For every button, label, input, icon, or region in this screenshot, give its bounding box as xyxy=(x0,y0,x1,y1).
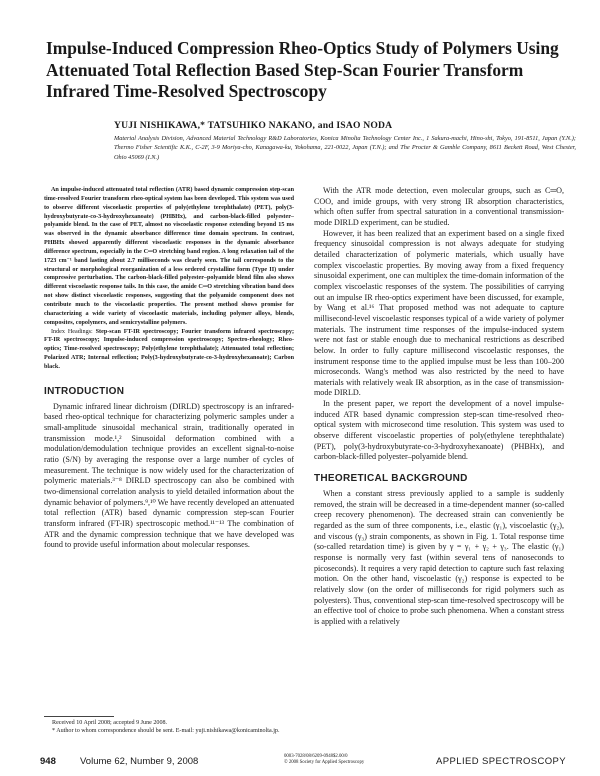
right-paragraph-3: In the present paper, we report the development of a novel impulse-induced ATR based dynamic compression step-scan time-resolved rheo-optical system with microsecond time resolution. This system was used to observe different viscoelastic properties of poly(ethylene terephthalate) (PET), poly(3-hydroxybutyrate-co-3-hydroxyhexanoate) (PHBHx), and carbon-black-filled polyester–polyamide blend. xyxy=(314,399,564,462)
section-heading-theoretical-background: THEORETICAL BACKGROUND xyxy=(314,473,468,485)
copyright-line: © 2008 Society for Applied Spectroscopy xyxy=(284,760,365,765)
page-number: 948 xyxy=(40,756,56,767)
author-list: YUJI NISHIKAWA,* TATSUHIKO NAKANO, and ISAO NODA xyxy=(114,120,393,131)
issn-code: 0003-7028/08/6209-0948$2.00/0 xyxy=(284,754,348,759)
journal-name: APPLIED SPECTROSCOPY xyxy=(436,756,566,767)
footnote-rule xyxy=(44,716,114,717)
page-footer xyxy=(40,756,566,770)
received-date-note: Received 10 April 2008; accepted 9 June 2008. xyxy=(52,720,168,726)
footnotes xyxy=(44,720,294,735)
section-heading-introduction: INTRODUCTION xyxy=(44,385,125,397)
right-paragraph-1: With the ATR mode detection, even molecular groups, such as C═O, COO, and imide groups, with very strong IR absorption characteristics, which often suffer from spectral saturation in a conventional transmission-mode DIRLD experiment, can be studied. xyxy=(314,186,564,227)
index-headings xyxy=(44,328,294,372)
corresponding-author-note: * Author to whom correspondence should be sent. E-mail: yuji.nishikawa@konicaminolta.jp. xyxy=(52,727,280,734)
right-column xyxy=(314,186,564,628)
abstract: An impulse-induced attenuated total reflection (ATR) based dynamic compression step-scan time-resolved Fourier transform rheo-optical system has been developed. This system was used to observe different viscoelastic properties of poly(ethylene terephthalate) (PET), poly(3-hydroxybutyrate-co-3-hydroxyhexanoate) (PHBHx), and carbon-black-filled polyester–polyamide blend. In the case of PET, almost no viscoelastic response extending beyond 15 ms was observed in the dynamic absorbance difference time domain spectrum. In contrast, PHBHx showed apparently different viscoelastic responses in the dynamic absorbance difference spectrum, especially in the C═O stretching band region. A long relaxation tail of the 1723 cm⁻¹ band lasting about 2.7 milliseconds was clearly seen. The tail corresponds to the structural or morphological reorganization of a less ordered crystalline form (Type II) under compressive perturbation. The carbon-black-filled polyester–polyamide blend film also shows different viscoelastic response tails. In this case, the amide C═O stretching vibration band does not show distinct viscoelastic responses, suggesting that the polyamide component does not contribute much to the viscoelastic properties. The present method shows promise for characterizing a wide variety of viscoelastic materials, including polymer alloys, blends, composites, copolymers, and semicrystalline polymers. xyxy=(44,187,294,326)
volume-info: Volume 62, Number 9, 2008 xyxy=(80,756,199,767)
intro-paragraph-1: Dynamic infrared linear dichroism (DIRLD) spectroscopy is an infrared-based rheo-optical technique for characterizing polymeric samples under a small-amplitude sinusoidal mechanical strain, traditionally operated in transmission mode.¹,² Sinusoidal deformation combined with a modulation/demodulation technique provides an excellent signal-to-noise ratio (S/N) by averaging the response over a large number of cycles of measurement. The technique is now widely used for the characterization of polymeric materials.³⁻⁸ DIRLD spectroscopy can also be combined with two-dimensional correlation analysis to yield detailed information about the dynamic behavior of polymers.⁹,¹⁰ We have recently developed an attenuated total reflection (ATR) based dynamic compression step-scan Fourier transform infrared (FT-IR) spectroscopic method.¹¹⁻¹³ The combination of ATR and the dynamic compression technique that we have developed was found to provide useful information about molecular responses. xyxy=(44,401,294,550)
right-paragraph-2: However, it has been realized that an experiment based on a single fixed frequency sinusoidal compression is not always adequate for studying detailed characterization of polymeric materials, which usually have complex viscoelastic properties. By moving away from a fixed frequency sinusoidal experiment, one can multiplex the time-domain information of the complex viscoelastic responses of the system. The possibilities of carrying out an impulse IR rheo-optics experiment have been discussed, for example, by Wang et al.¹⁶ That proposed method was not adequate to capture millisecond-level viscoelastic responses typical of a wide variety of polymer materials. The instrument time responses of the impulse-induced system were not fast or stable enough due to mechanical restrictions as described below. In order to fully capture millisecond viscoelastic responses, the instrument response time to the applied impulse must be less than 100–200 microseconds. Wang's method was also restricted by the need to have materials with relatively weak IR absorption, as in the case of transmission-mode DIRLD. xyxy=(314,228,564,398)
index-headings-terms: Step-scan FT-IR spectroscopy; Fourier transform infrared spectroscopy; FT-IR spectroscopy; Impulse-induced compression spectroscopy; Spectro-rheology; Rheo-optics; Time-resolved spectroscopy; Poly(ethylene terephthalate); Attenuated total reflection; Polarized ATR; Internal reflection; Poly(3-hydroxybutyrate-co-3-hydroxyhexanoate); Carbon black. xyxy=(44,328,294,370)
left-column xyxy=(44,186,294,551)
copyright-block xyxy=(284,754,364,766)
index-headings-label: Index Headings: xyxy=(51,328,93,335)
right-paragraph-4: When a constant stress previously applied to a sample is suddenly removed, the strain will be decreased in a time-dependent manner (so-called creep recovery phenomenon). The decreased strain can conveniently be regarded as the sum of three components, i.e., elastic (γ₁), viscoelastic (γ₂), and viscous (γ₃) strain components, as shown in Fig. 1. Total response time (so-called retardation time) is given by γ = γ₁ + γ₂ + γ₃. The elastic (γ₁) response is normally very fast (within several tens of nanoseconds to picoseconds). It requires a very rapid detection to capture such fast relaxing motion. On the other hand, viscoelastic (γ₂) response is expected to be relatively slow (on the order of milliseconds for rigid polymers such as polyesters). Thus, conventional step-scan time-resolved spectroscopy will be an effective tool of choice to probe such phenomena. When a constant stress is applied with a relatively xyxy=(314,489,564,626)
affiliations: Material Analysis Division, Advanced Material Technology R&D Laboratories, Konica Minolta Technology Center Inc., 1 Sakura-machi, Hino-shi, Tokyo, 191-8511, Japan (Y.N.); Thermo Fisher Scientific K.K., C-2F, 3-9 Moriya-cho, Kanagawa-ku, Yokohama, 221-0022, Japan (T.N.); and The Procter & Gamble Company, 8611 Beckett Road, West Chester, Ohio 45069 (I.N.) xyxy=(114,135,576,161)
paper-title: Impulse-Induced Compression Rheo-Optics Study of Polymers Using Attenuated Total Reflection Based Step-Scan Fourier Transform Infrared Time-Resolved Spectroscopy xyxy=(46,38,559,101)
